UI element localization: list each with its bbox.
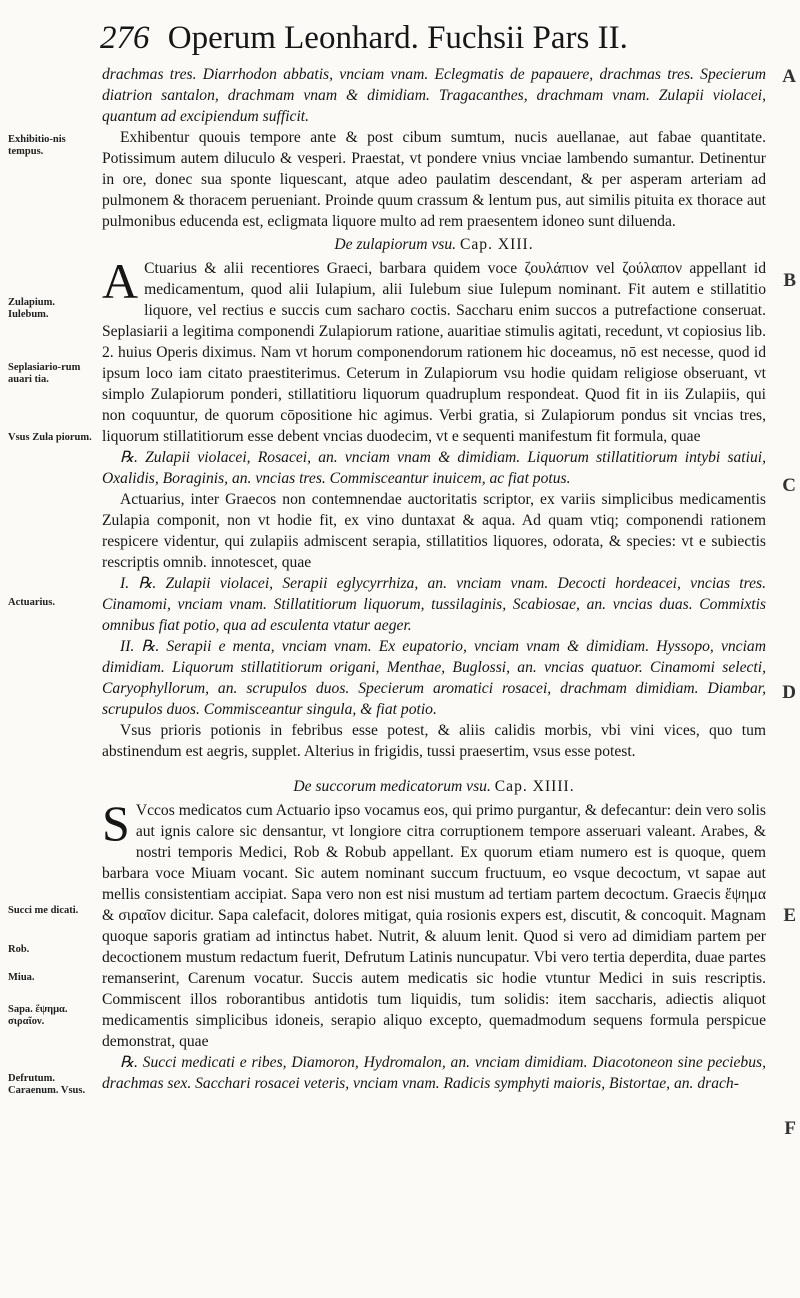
drop-cap-a: A	[102, 253, 139, 309]
paragraph-succos	[102, 795, 766, 1052]
paragraph-actuarius	[102, 253, 766, 447]
margin-note-sapa: Sapa. ἕψημα. σιραῖον.	[8, 1004, 68, 1027]
paragraph-vsus-prioris: Vsus prioris potionis in febribus esse potest, & aliis calidis morbis, vbi vini vices, quo tum abstinendum est aegris, supplet. Alterius in frigidis, tussi praesertim, vsus esse potest.	[102, 722, 766, 760]
chapter-heading-xiii	[102, 234, 766, 255]
side-letter-a: A	[782, 66, 796, 87]
chapter-title-xiiii: De succorum medicatorum vsu.	[293, 778, 491, 795]
recipe-one: I. ℞. Zulapii violacei, Serapii eglycyrrhiza, an. vnciam vnam. Decocti hordeacei, vncias tres. Cinamomi, vnciam vnam. Stillatitiorum liquorum, tussilaginis, Scabiosae, an. vncias duas. Commixtis omnibus fiat potio, qua ad esculenta vtatur aeger.	[102, 575, 766, 634]
main-text-column	[102, 64, 766, 1094]
running-header	[100, 18, 740, 58]
side-letter-d: D	[782, 682, 796, 703]
page-number: 276	[100, 20, 150, 56]
chapter-number-xiiii: Cap. XIIII.	[494, 778, 575, 795]
margin-note-actuarius: Actuarius.	[8, 597, 55, 608]
side-letter-b: B	[783, 270, 796, 291]
margin-note-exhibitionis: Exhibitio-nis tempus.	[8, 134, 66, 157]
paragraph-succos-text: Vccos medicatos cum Actuario ipso vocamus eos, qui primo purgantur, & defecantur: dein vero solis aut ignis calore sic densantur, vt longiore citra corruptionem tempore asseruari valeant. Arabes, & nostri temporis Medici, Rob & Robub appellant. Ex quorum etiam numero est is quoque, quem barbara voce Miuam vocant. Sic autem nominant succum fructuum, eo vsque decoctum, vt sapae aut mellis consistentiam accipiat. Sapa vero non est nisi mustum ad tertiam partem decoctum. Graecis ἕψημα & σιραῖον dicitur. Sapa calefacit, dolores mitigat, quia rosionis expers est, discutit, & concoquit. Magnam quoque saporis gratiam ad intinctus habet. Nutrit, & aluum lenit. Quod si vero ad dimidiam partem per decoctionem mustum redactum fuerit, Defrutum Latinis nuncupatur. Vbi vero tertia deperdita, duae partes remanserint, Carenum vocatur. Succis autem medicatis sic hodie vtuntur Medici in suis rescriptis. Commiscent illos roborantibus antidotis tum liquidis, tum solidis: item saccharis, adiectis aliquot medicamentis simplicibus idoneis, serapio aliquo excepto, quemadmodum sequens formula perspicue demonstrat, quae	[102, 802, 766, 1050]
side-letter-e: E	[783, 905, 796, 926]
recipe-succi-medicati: ℞. Succi medicati e ribes, Diamoron, Hydromalon, an. vnciam dimidiam. Diacotoneon sine peciebus, drachmas sex. Sacchari rosacei veteris, vnciam vnam. Radicis symphyti maioris, Bistortae, an. drach-	[102, 1054, 766, 1092]
paragraph-actuarius-text: Ctuarius & alii recentiores Graeci, barbara quidem voce ζουλάπιον vel ζούλαπον appellant id medicamentum, quod alii Iulapium, alii Iulebum siue Iulepum nominant. Fit autem e stillatitio liquore, vel rectius e succis cum sacharo coctis. Saccharu enim succos a putrefactione conseruat. Seplasiarii a legitima componendi Zulapiorum ratione, auaritiae stimulis agitati, recedunt, vt copiosius lib. 2. huius Operis diximus. Nam vt horum componendorum rationem hic doceamus, nō est necesse, quod id ipsum loco iam citato praestiterimus. Ceterum in Zulapiorum vsu hodie quidam religiose obseruant, vt simplo Zulapiorum ponderi, stillatitioru liquorum quadruplum respondeat. Quod fit in iis Zulapiis, qui non coquuntur, de quorum cōpositione hic agimus. Verbi gratia, si Zulapiorum pondus sit vncias tres, liquorum stillatitiorum esse debent vncias duodecim, vt e sequenti manifestum fit formula, quae	[102, 260, 766, 445]
recipe-zulapii-violacei: ℞. Zulapii violacei, Rosacei, an. vnciam vnam & dimidiam. Liquorum stillatitiorum intybi satiui, Oxalidis, Boraginis, an. vncias tres. Commisceantur inuicem, ac fiat potus.	[102, 449, 766, 487]
chapter-number-xiii: Cap. XIII.	[459, 236, 534, 253]
margin-note-rob: Rob.	[8, 944, 30, 955]
margin-note-seplasiariorum: Seplasiario-rum auari tia.	[8, 362, 81, 385]
drop-cap-s: S	[102, 795, 130, 851]
margin-note-succi-medicati: Succi me dicati.	[8, 905, 79, 916]
recipe-two: II. ℞. Serapii e menta, vnciam vnam. Ex eupatorio, vnciam vnam & dimidiam. Hyssopo, vnciam dimidiam. Liquorum stillatitiorum origani, Menthae, Buglossi, an. vncias quatuor. Cinamomi selecti, Caryophyllorum, an. scrupulos duos. Specierum aromatici rosacei, drachmam dimidiam. Diambar, scrupulos duos. Commisceantur singula, & fiat potio.	[102, 638, 766, 718]
header-title: Operum Leonhard. Fuchsii Pars II.	[167, 20, 628, 56]
paragraph-continuation: drachmas tres. Diarrhodon abbatis, vnciam vnam. Eclegmatis de papauere, drachmas tres. Specierum diatrion santalon, drachmam vnam & dimidiam. Tragacanthes, drachmam vnam. Zulapii violacei, quantum ad excipiendum sufficit.	[102, 66, 766, 125]
side-letter-c: C	[782, 475, 796, 496]
paragraph-exhibentur: Exhibentur quouis tempore ante & post cibum sumtum, nucis auellanae, aut fabae quantitate. Potissimum autem diluculo & vesperi. Praestat, vt pondere vnius vnciae lambendo sumantur. Detinentur in ore, donec sua sponte liquescant, atque adeo paulatim descendant, & per asperam arteriam ad pulmonem & thoracem perueniant. Proinde quum crassum & lentum pus, aut similis pituita ex thorace aut pulmonibus educenda est, ecligmata liquore multo ad rem praesentem idoneo sunt diluenda.	[102, 129, 766, 230]
margin-note-zulapium: Zulapium. Iulebum.	[8, 297, 55, 320]
paragraph-actuarius-graecos: Actuarius, inter Graecos non contemnendae auctoritatis scriptor, ex variis simplicibus medicamentis Zulapia componit, non vt hodie fit, ex vino duntaxat & aqua. Ad quam vtiq; componendi rationem respicere videntur, qui zulapiis admiscent serapia, stillatitios liquores, odorata, & species: vt e subiectis rescriptis omnib. innotescet, quae	[102, 491, 766, 571]
margin-note-vsus-zulapiorum: Vsus Zula piorum.	[8, 432, 92, 443]
chapter-title-xiii: De zulapiorum vsu.	[334, 236, 457, 253]
chapter-heading-xiiii	[102, 776, 766, 797]
margin-note-defrutum: Defrutum. Caraenum. Vsus.	[8, 1073, 86, 1096]
side-letter-f: F	[784, 1118, 796, 1139]
margin-note-miua: Miua.	[8, 972, 35, 983]
